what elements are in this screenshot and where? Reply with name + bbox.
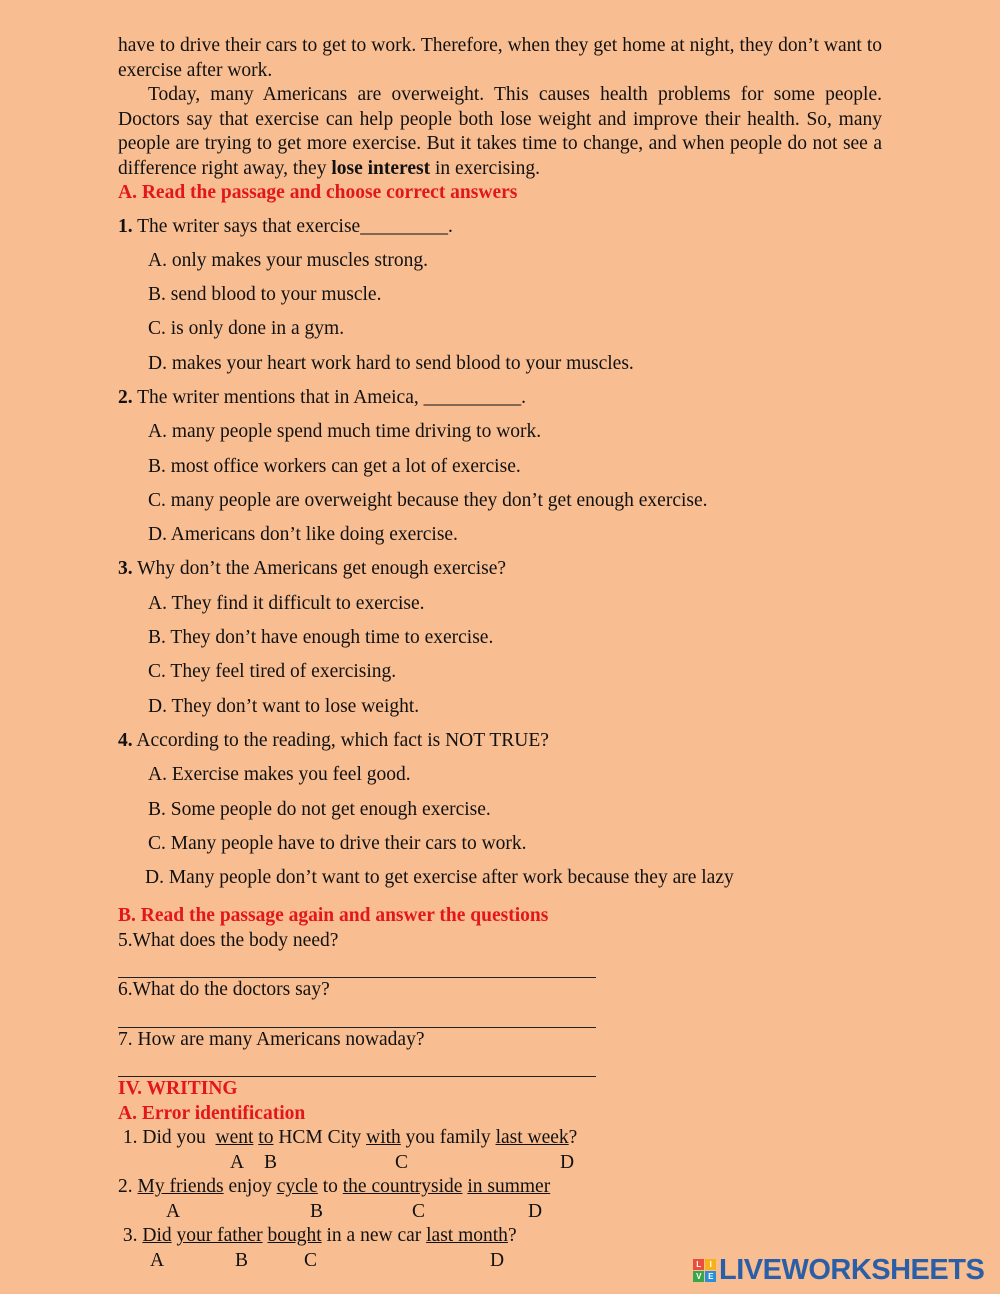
liveworksheets-mark-icon: L I V E bbox=[693, 1259, 716, 1282]
s3-letter-b[interactable]: B bbox=[235, 1249, 249, 1271]
answer-6-field[interactable] bbox=[118, 1003, 596, 1028]
question-7: 7. How are many Americans nowaday? bbox=[118, 1028, 425, 1050]
q2-option-a[interactable]: A. many people spend much time driving to work. bbox=[148, 421, 542, 443]
q1-option-d[interactable]: D. makes your heart work hard to send blood to your muscles. bbox=[148, 352, 634, 374]
q4-option-b[interactable]: B. Some people do not get enough exercise. bbox=[148, 798, 491, 820]
q4-option-d[interactable]: D. Many people don’t want to get exercise after work because they are lazy bbox=[145, 867, 734, 889]
s1-letter-a[interactable]: A bbox=[230, 1151, 245, 1173]
passage-paragraph: Today, many Americans are overweight. This causes health problems for some people. Doctors say that exercise can help people both lose weight and improve their health. So, many people are trying to get more exercise. But it takes time to change, and when people do not see a difference right away, they lose interest in exercising. bbox=[118, 84, 882, 179]
error-identification-heading: A. Error identification bbox=[118, 1102, 306, 1124]
q3-option-c[interactable]: C. They feel tired of exercising. bbox=[148, 661, 397, 683]
question-4: 4. According to the reading, which fact is NOT TRUE? A. Exercise makes you feel good. B. Some people do not get enough exercise. C. Many people have to drive their cars to work. D. Many people don’t want to get exercise after work because they are lazy bbox=[118, 724, 882, 895]
question-1: 1. The writer says that exercise_________. A. only makes your muscles strong. B. send blood to your muscle. C. is only done in a gym. D. makes your heart work hard to send blood to your muscles. bbox=[118, 210, 882, 381]
q1-option-a[interactable]: A. only makes your muscles strong. bbox=[148, 249, 429, 271]
section-b-heading: B. Read the passage again and answer the questions bbox=[118, 905, 549, 927]
worksheet-page bbox=[118, 34, 882, 1273]
s1-letter-d[interactable]: D bbox=[560, 1151, 575, 1173]
q4-option-a[interactable]: A. Exercise makes you feel good. bbox=[148, 764, 411, 786]
sentence-2-letters bbox=[118, 1200, 882, 1225]
q1-option-b[interactable]: B. send blood to your muscle. bbox=[148, 284, 382, 306]
s2-letter-a[interactable]: A bbox=[166, 1200, 181, 1222]
q2-option-c[interactable]: C. many people are overweight because they don’t get enough exercise. bbox=[148, 489, 708, 511]
question-2: 2. The writer mentions that in Ameica, __________. A. many people spend much time driving to work. B. most office workers can get a lot of exercise. C. many people are overweight because they don’t get enough exercise. D. Americans don’t like doing exercise. bbox=[118, 381, 882, 552]
q3-option-b[interactable]: B. They don’t have enough time to exercise. bbox=[148, 627, 494, 649]
question-6: 6.What do the doctors say? bbox=[118, 979, 330, 1001]
q2-option-d[interactable]: D. Americans don’t like doing exercise. bbox=[148, 524, 458, 546]
s1-letter-b[interactable]: B bbox=[264, 1151, 278, 1173]
section-a-heading: A. Read the passage and choose correct answers bbox=[118, 182, 518, 203]
s2-letter-d[interactable]: D bbox=[528, 1200, 543, 1222]
logo-text: LIVEWORKSHEETS bbox=[719, 1253, 985, 1286]
s3-letter-a[interactable]: A bbox=[150, 1249, 165, 1271]
q2-option-b[interactable]: B. most office workers can get a lot of exercise. bbox=[148, 455, 521, 477]
error-sentence-2: 2. My friends enjoy cycle to the countryside in summer bbox=[118, 1176, 551, 1198]
liveworksheets-logo[interactable] bbox=[693, 1253, 984, 1287]
error-sentence-3: 3. Did your father bought in a new car last month? bbox=[118, 1225, 517, 1247]
error-sentence-1: 1. Did you went to HCM City with you family last week? bbox=[118, 1127, 578, 1149]
writing-heading: IV. WRITING bbox=[118, 1078, 238, 1100]
q3-option-a[interactable]: A. They find it difficult to exercise. bbox=[148, 592, 425, 614]
q4-option-c[interactable]: C. Many people have to drive their cars to work. bbox=[148, 832, 527, 854]
s2-letter-c[interactable]: C bbox=[412, 1200, 426, 1222]
question-3: 3. Why don’t the Americans get enough exercise? A. They find it difficult to exercise. B. They don’t have enough time to exercise. C. They feel tired of exercising. D. They don’t want to lose weight. bbox=[118, 552, 882, 723]
q3-option-d[interactable]: D. They don’t want to lose weight. bbox=[148, 695, 420, 717]
s1-letter-c[interactable]: C bbox=[395, 1151, 409, 1173]
question-5: 5.What does the body need? bbox=[118, 929, 339, 951]
s3-letter-c[interactable]: C bbox=[304, 1249, 318, 1271]
s2-letter-b[interactable]: B bbox=[310, 1200, 324, 1222]
sentence-1-letters bbox=[118, 1151, 882, 1176]
passage-end: have to drive their cars to get to work. Therefore, when they get home at night, they don’t want to exercise after work. bbox=[118, 35, 882, 81]
answer-7-field[interactable] bbox=[118, 1052, 596, 1077]
q1-option-c[interactable]: C. is only done in a gym. bbox=[148, 318, 345, 340]
lose-interest-bold: lose interest bbox=[331, 157, 431, 179]
answer-5-field[interactable] bbox=[118, 953, 596, 978]
s3-letter-d[interactable]: D bbox=[490, 1249, 505, 1271]
